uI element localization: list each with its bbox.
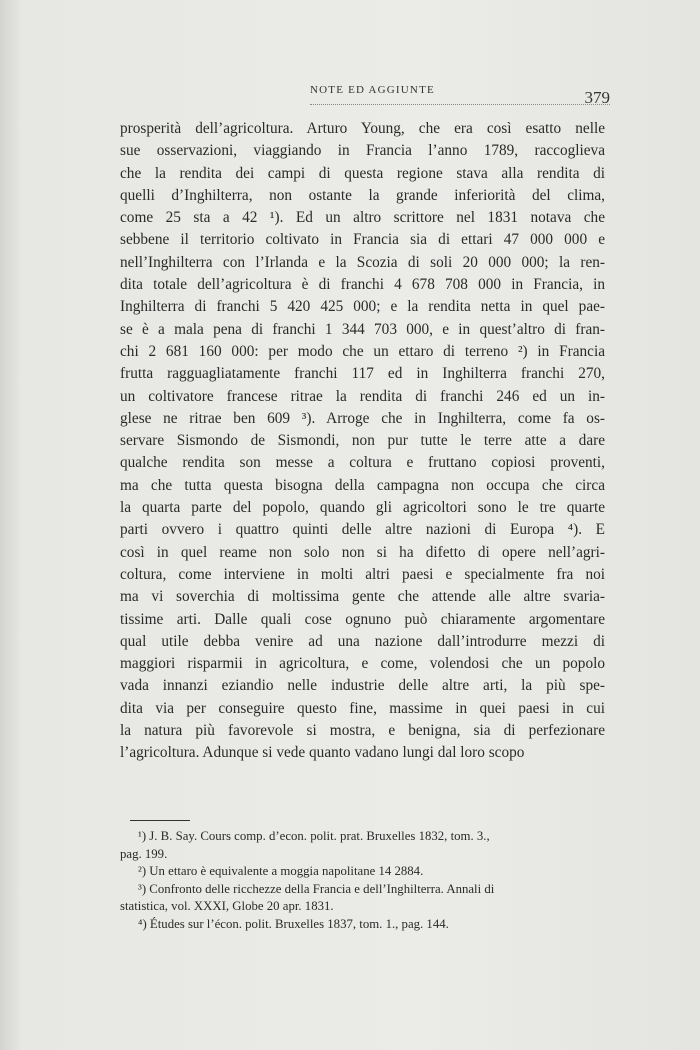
footnote-line: ⁴) Études sur l’écon. polit. Bruxelles 1837, tom. 1., pag. 144.: [138, 916, 449, 931]
body-line: ma che tutta questa bisogna della campagna non occupa che circa: [120, 476, 605, 494]
body-line: come 25 sta a 42 ¹). Ed un altro scrittore nel 1831 notava che: [120, 209, 605, 227]
body-line: qual utile debba venire ad una nazione dall’introdurre mezzi di: [120, 632, 605, 650]
body-line: se è a mala pena di franchi 1 344 703 000, e in quest’altro di fran-: [120, 320, 605, 338]
body-line: l’agricoltura. Adunque si vede quanto vadano lungi dal loro scopo: [120, 744, 525, 762]
body-line: glese ne ritrae ben 609 ³). Arroge che in Inghilterra, come fa os-: [120, 409, 605, 427]
body-line: maggiori risparmii in agricoltura, e come, volendosi che un popolo: [120, 655, 605, 673]
body-line: che la rendita dei campi di questa regione stava alla rendita di: [120, 164, 605, 182]
body-line: tissime arti. Dalle quali cose ognuno può chiaramente argomentare: [120, 610, 605, 628]
footnote-line: statistica, vol. XXXI, Globe 20 apr. 1831.: [120, 899, 334, 913]
body-line: Inghilterra di franchi 5 420 425 000; e la rendita netta in quel pae-: [120, 298, 605, 316]
body-text: [120, 118, 605, 765]
body-line: parti ovvero i quattro quinti delle altre nazioni di Europa ⁴). E: [120, 521, 605, 539]
body-line: sue osservazioni, viaggiando in Francia l’anno 1789, raccoglieva: [120, 142, 605, 160]
footnotes: [120, 828, 605, 933]
body-line: dita via per conseguire questo fine, massime in quei paesi in cui: [120, 699, 605, 717]
page-header: [300, 80, 620, 110]
body-line: la natura più favorevole si mostra, e benigna, sia di perfezionare: [120, 722, 605, 740]
body-line: qualche rendita son messe a coltura e fruttano copiosi proventi,: [120, 454, 605, 472]
body-line: così in quel reame non solo non si ha difetto di opere nell’agri-: [120, 543, 605, 561]
body-line: un coltivatore francese ritrae la rendita di franchi 246 ed un in-: [120, 387, 605, 405]
body-line: servare Sismondo de Sismondi, non pur tutte le terre atte a dare: [120, 432, 605, 450]
footnote-line: ¹) J. B. Say. Cours comp. d’econ. polit. prat. Bruxelles 1832, tom. 3.,: [138, 829, 490, 843]
footnote-line: pag. 199.: [120, 846, 168, 861]
body-line: dita totale dell’agricoltura è di franchi 4 678 708 000 in Francia, in: [120, 276, 605, 294]
body-line: quelli d’Inghilterra, non ostante la grande inferiorità del clima,: [120, 186, 605, 204]
body-line: chi 2 681 160 000: per modo che un ettaro di terreno ²) in Francia: [120, 342, 605, 360]
body-line: la quarta parte del popolo, quando gli agricoltori sono le tre quarte: [120, 499, 605, 517]
body-line: sebbene il territorio coltivato in Francia sia di ettari 47 000 000 e: [120, 231, 605, 249]
footnote-rule: [130, 820, 190, 821]
footnote-line: ³) Confronto delle ricchezze della Francia e dell’Inghilterra. Annali di: [138, 881, 495, 896]
body-line: frutta ragguagliatamente franchi 117 ed in Inghilterra franchi 270,: [120, 365, 605, 383]
body-line: prosperità dell’agricoltura. Arturo Young, che era così esatto nelle: [120, 120, 605, 137]
header-rule: [310, 104, 610, 105]
page-number: 379: [584, 88, 610, 107]
body-line: coltura, come interviene in molti altri paesi e specialmente fra noi: [120, 565, 605, 583]
body-line: nell’Inghilterra con l’Irlanda e la Scozia di soli 20 000 000; la ren-: [120, 253, 605, 271]
running-head: NOTE ED AGGIUNTE: [310, 84, 435, 96]
body-line: vada innanzi eziandio nelle industrie delle altre arti, la più spe-: [120, 677, 605, 695]
body-line: ma vi soverchia di moltissima gente che attende alle altre svaria-: [120, 588, 605, 606]
footnote-line: ²) Un ettaro è equivalente a moggia napolitane 14 2884.: [138, 864, 424, 878]
